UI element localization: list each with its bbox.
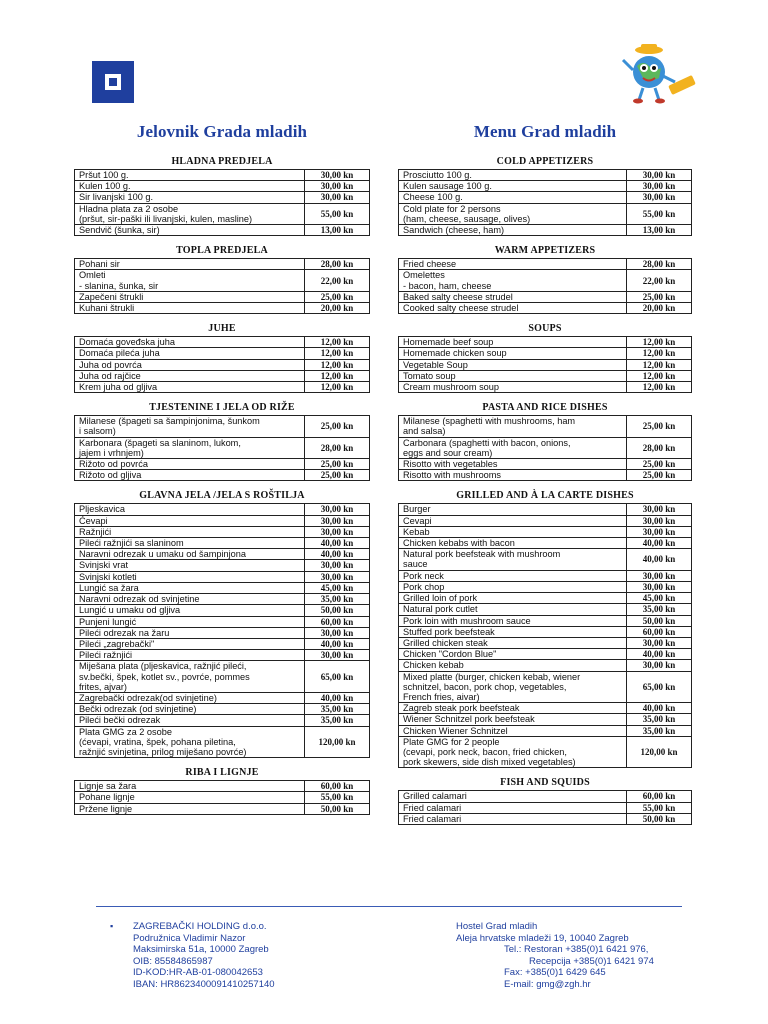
dish-price: 60,00 kn — [305, 781, 370, 792]
dish-name: Chicken Wiener Schnitzel — [399, 725, 627, 736]
dish-name: Omelettes - bacon, ham, cheese — [399, 270, 627, 291]
dish-price: 30,00 kn — [305, 650, 370, 661]
dish-price: 30,00 kn — [305, 571, 370, 582]
menu-table — [398, 336, 692, 393]
menu-row — [75, 259, 370, 270]
dish-price: 30,00 kn — [627, 637, 692, 648]
menu-row — [75, 781, 370, 792]
dish-price: 30,00 kn — [627, 660, 692, 671]
footer-hostel-info — [456, 921, 654, 990]
dish-price: 12,00 kn — [627, 348, 692, 359]
menu-title-hr: Jelovnik Grada mladih — [136, 122, 308, 141]
dish-price: 35,00 kn — [305, 704, 370, 715]
footer-line: Maksimirska 51a, 10000 Zagreb — [133, 944, 269, 955]
square-logo-icon — [92, 61, 134, 103]
dish-name: Cheese 100 g. — [399, 192, 627, 203]
dish-name: Chicken "Cordon Blue" — [399, 649, 627, 660]
dish-price: 40,00 kn — [305, 692, 370, 703]
dish-name: Burger — [399, 504, 627, 515]
menu-row — [399, 348, 692, 359]
menu-row — [399, 259, 692, 270]
dish-price: 12,00 kn — [627, 382, 692, 393]
menu-row — [399, 802, 692, 813]
menu-row — [75, 203, 370, 224]
menu-row — [75, 515, 370, 526]
dish-name: Fried calamari — [399, 813, 627, 824]
menu-row — [75, 661, 370, 693]
dish-name: Zagrebački odrezak(od svinjetine) — [75, 692, 305, 703]
menu-table — [398, 169, 692, 236]
dish-name: Sandwich (cheese, ham) — [399, 225, 627, 236]
menu-row — [75, 337, 370, 348]
menu-row — [75, 416, 370, 437]
dish-name: Chicken kebab — [399, 660, 627, 671]
menu-row — [75, 582, 370, 593]
dish-price: 22,00 kn — [305, 270, 370, 291]
section-title: COLD APPETIZERS — [496, 156, 594, 167]
dish-price: 40,00 kn — [627, 549, 692, 570]
menu-row — [75, 650, 370, 661]
menu-row — [75, 715, 370, 726]
menu-table — [398, 503, 692, 768]
section-title: SOUPS — [528, 323, 562, 335]
dish-name: Ražnjići — [75, 526, 305, 537]
dish-price: 25,00 kn — [305, 470, 370, 481]
dish-price: 40,00 kn — [305, 538, 370, 549]
dish-price: 25,00 kn — [305, 291, 370, 302]
dish-name: Tomato soup — [399, 370, 627, 381]
dish-price: 30,00 kn — [305, 515, 370, 526]
section-title: HLADNA PREDJELA — [171, 156, 273, 167]
dish-name: Svinjski vrat — [75, 560, 305, 571]
dish-price: 30,00 kn — [305, 170, 370, 181]
dish-name: Pršut 100 g. — [75, 170, 305, 181]
dish-price: 12,00 kn — [305, 382, 370, 393]
menu-row — [75, 348, 370, 359]
dish-price: 55,00 kn — [305, 203, 370, 224]
dish-price: 12,00 kn — [627, 337, 692, 348]
dish-price: 120,00 kn — [305, 726, 370, 758]
footer-line: IBAN: HR8623400091410257140 — [133, 978, 275, 990]
dish-name: Milanese (spaghetti with mushrooms, ham and salsa) — [399, 416, 627, 437]
dish-name: Pork loin with mushroom sauce — [399, 615, 627, 626]
dish-price: 45,00 kn — [305, 582, 370, 593]
dish-name: Grilled calamari — [399, 791, 627, 802]
menu-table — [74, 169, 370, 236]
menu-row — [399, 303, 692, 314]
dish-price: 35,00 kn — [305, 715, 370, 726]
dish-price: 30,00 kn — [305, 627, 370, 638]
dish-price: 12,00 kn — [305, 370, 370, 381]
menu-row — [399, 370, 692, 381]
menu-row — [399, 203, 692, 224]
dish-name: Lignje sa žara — [75, 781, 305, 792]
dish-name: Baked salty cheese strudel — [399, 291, 627, 302]
dish-price: 13,00 kn — [305, 225, 370, 236]
menu-row — [75, 627, 370, 638]
dish-name: Grilled chicken steak — [399, 637, 627, 648]
dish-name: Juha od rajčice — [75, 370, 305, 381]
section-title: JUHE — [208, 323, 236, 335]
menu-row — [399, 581, 692, 592]
menu-row — [75, 192, 370, 203]
footer-phone-line: Recepcija +385(0)1 6421 974 — [529, 955, 654, 967]
english-menu-column — [398, 120, 692, 834]
menu-row — [75, 291, 370, 302]
dish-name: Juha od povrća — [75, 359, 305, 370]
dish-name: Rižoto od povrća — [75, 459, 305, 470]
dish-name: Omleti - slanina, šunka, sir — [75, 270, 305, 291]
menu-table — [398, 415, 692, 481]
menu-row — [399, 593, 692, 604]
dish-name: Rižoto od gljiva — [75, 470, 305, 481]
dish-price: 25,00 kn — [627, 291, 692, 302]
dish-price: 12,00 kn — [627, 370, 692, 381]
menu-row — [399, 725, 692, 736]
menu-title-en: Menu Grad mladih — [473, 122, 617, 141]
dish-price: 50,00 kn — [627, 813, 692, 824]
dish-price: 30,00 kn — [627, 192, 692, 203]
dish-price: 60,00 kn — [305, 616, 370, 627]
dish-name: Natural pork cutlet — [399, 604, 627, 615]
menu-row — [75, 382, 370, 393]
dish-price: 28,00 kn — [305, 259, 370, 270]
dish-price: 60,00 kn — [627, 626, 692, 637]
dish-name: Karbonara (špageti sa slaninom, lukom, jajem i vrhnjem) — [75, 437, 305, 458]
dish-price: 30,00 kn — [627, 570, 692, 581]
dish-price: 35,00 kn — [627, 725, 692, 736]
dish-name: Pork neck — [399, 570, 627, 581]
menu-row — [75, 526, 370, 537]
menu-row — [399, 459, 692, 470]
dish-price: 55,00 kn — [627, 802, 692, 813]
dish-price: 25,00 kn — [627, 459, 692, 470]
globe-mascot-icon — [619, 42, 699, 104]
dish-price: 40,00 kn — [305, 638, 370, 649]
dish-name: Stuffed pork beefsteak — [399, 626, 627, 637]
menu-row — [75, 181, 370, 192]
dish-name: Naravni odrezak u umaku od šampinjona — [75, 549, 305, 560]
menu-row — [399, 515, 692, 526]
menu-row — [75, 638, 370, 649]
dish-name: Lungić sa žara — [75, 582, 305, 593]
section-title: FISH AND SQUIDS — [500, 777, 590, 789]
dish-name: Sir livanjski 100 g. — [75, 192, 305, 203]
dish-name: Homemade beef soup — [399, 337, 627, 348]
dish-price: 25,00 kn — [627, 470, 692, 481]
dish-price: 35,00 kn — [305, 594, 370, 605]
dish-name: Miješana plata (pljeskavica, ražnjić pileći, sv.bečki, špek, kotlet sv., povrće, pommes frites, ajvar) — [75, 661, 305, 693]
menu-row — [75, 303, 370, 314]
dish-name: Pržene lignje — [75, 803, 305, 814]
menu-row — [75, 560, 370, 571]
menu-row — [399, 225, 692, 236]
menu-row — [75, 170, 370, 181]
section-title: RIBA I LIGNJE — [185, 767, 259, 779]
dish-name: Cream mushroom soup — [399, 382, 627, 393]
dish-price: 12,00 kn — [305, 348, 370, 359]
menu-table — [398, 790, 692, 825]
dish-price: 55,00 kn — [305, 792, 370, 803]
dish-price: 55,00 kn — [627, 203, 692, 224]
dish-name: Pileći „zagrebački" — [75, 638, 305, 649]
dish-price: 30,00 kn — [627, 581, 692, 592]
menu-row — [399, 192, 692, 203]
menu-row — [399, 437, 692, 458]
menu-row — [399, 504, 692, 515]
menu-table — [74, 336, 370, 393]
footer-fax-line: Fax: +385(0)1 6429 645 — [504, 967, 606, 978]
section-title: GRILLED AND À LA CARTE DISHES — [456, 490, 634, 502]
dish-name: Krem juha od gljiva — [75, 382, 305, 393]
dish-name: Pileći ražnjići sa slaninom — [75, 538, 305, 549]
dish-name: Punjeni lungić — [75, 616, 305, 627]
menu-row — [399, 626, 692, 637]
menu-row — [399, 813, 692, 824]
dish-price: 28,00 kn — [627, 259, 692, 270]
menu-row — [75, 704, 370, 715]
footer-line: Hostel Grad mladih — [456, 921, 538, 932]
dish-price: 30,00 kn — [305, 504, 370, 515]
dish-price: 40,00 kn — [627, 649, 692, 660]
menu-row — [399, 637, 692, 648]
dish-name: Pljeskavica — [75, 504, 305, 515]
menu-row — [399, 791, 692, 802]
section-title: WARM APPETIZERS — [494, 245, 596, 257]
menu-row — [75, 370, 370, 381]
menu-row — [399, 291, 692, 302]
menu-row — [399, 538, 692, 549]
menu-row — [399, 382, 692, 393]
section-title: GLAVNA JELA /JELA S ROŠTILJA — [139, 490, 305, 502]
dish-name: Chicken kebabs with bacon — [399, 538, 627, 549]
dish-name: Kulen 100 g. — [75, 181, 305, 192]
dish-price: 30,00 kn — [627, 526, 692, 537]
menu-sections-en — [398, 156, 692, 825]
menu-row — [75, 571, 370, 582]
dish-name: Kebab — [399, 526, 627, 537]
section-title: TJESTENINE I JELA OD RIŽE — [149, 402, 295, 414]
dish-price: 30,00 kn — [627, 515, 692, 526]
menu-row — [75, 803, 370, 814]
menu-row — [75, 594, 370, 605]
menu-row — [399, 526, 692, 537]
menu-table — [398, 258, 692, 314]
menu-row — [75, 270, 370, 291]
dish-price: 25,00 kn — [305, 416, 370, 437]
dish-name: Fried calamari — [399, 802, 627, 813]
dish-name: Lungić u umaku od gljiva — [75, 605, 305, 616]
dish-price: 30,00 kn — [627, 170, 692, 181]
dish-name: Pohani sir — [75, 259, 305, 270]
dish-name: Bečki odrezak (od svinjetine) — [75, 704, 305, 715]
menu-row — [75, 225, 370, 236]
footer-line: ZAGREBAČKI HOLDING d.o.o. — [133, 921, 267, 932]
footer-line: ID-KOD:HR-AB-01-080042653 — [133, 967, 263, 978]
dish-name: Hladna plata za 2 osobe (pršut, sir-paški ili livanjski, kulen, masline) — [75, 203, 305, 224]
footer-email-line[interactable]: E-mail: gmg@zgh.hr — [504, 978, 591, 990]
menu-row — [75, 359, 370, 370]
dish-price: 50,00 kn — [305, 605, 370, 616]
menu-row — [75, 616, 370, 627]
dish-name: Cooked salty cheese strudel — [399, 303, 627, 314]
menu-row — [399, 337, 692, 348]
menu-row — [399, 549, 692, 570]
dish-price: 50,00 kn — [305, 803, 370, 814]
dish-price: 12,00 kn — [305, 337, 370, 348]
dish-name: Vegetable Soup — [399, 359, 627, 370]
menu-row — [75, 549, 370, 560]
dish-price: 30,00 kn — [305, 560, 370, 571]
dish-name: Zagreb steak pork beefsteak — [399, 703, 627, 714]
footer-line: Aleja hrvatske mladeži 19, 10040 Zagreb — [456, 932, 629, 944]
menu-row — [75, 605, 370, 616]
dish-name: Mixed platte (burger, chicken kebab, wiener schnitzel, bacon, pork chop, vegetables, French fries, aivar) — [399, 671, 627, 703]
dish-price: 35,00 kn — [627, 714, 692, 725]
dish-price: 20,00 kn — [305, 303, 370, 314]
dish-price: 25,00 kn — [627, 416, 692, 437]
dish-name: Pileći odrezak na žaru — [75, 627, 305, 638]
dish-name: Grilled loin of pork — [399, 593, 627, 604]
dish-price: 22,00 kn — [627, 270, 692, 291]
menu-row — [75, 692, 370, 703]
menu-row — [75, 459, 370, 470]
dish-price: 45,00 kn — [627, 593, 692, 604]
dish-price: 28,00 kn — [627, 437, 692, 458]
dish-price: 28,00 kn — [305, 437, 370, 458]
dish-name: Natural pork beefsteak with mushroom sauce — [399, 549, 627, 570]
menu-table — [74, 415, 370, 481]
dish-name: Milanese (špageti sa šampinjonima, šunkom i salsom) — [75, 416, 305, 437]
dish-name: Prosciutto 100 g. — [399, 170, 627, 181]
menu-row — [399, 181, 692, 192]
menu-row — [399, 604, 692, 615]
dish-name: Kulen sausage 100 g. — [399, 181, 627, 192]
dish-name: Cevapi — [399, 515, 627, 526]
dish-name: Wiener Schnitzel pork beefsteak — [399, 714, 627, 725]
menu-row — [75, 470, 370, 481]
dish-name: Pileći ražnjići — [75, 650, 305, 661]
croatian-menu-column — [74, 120, 370, 824]
dish-price: 65,00 kn — [627, 671, 692, 703]
dish-price: 40,00 kn — [305, 549, 370, 560]
menu-row — [399, 615, 692, 626]
dish-price: 30,00 kn — [305, 192, 370, 203]
dish-price: 13,00 kn — [627, 225, 692, 236]
dish-price: 12,00 kn — [627, 359, 692, 370]
menu-row — [75, 792, 370, 803]
dish-price: 40,00 kn — [627, 538, 692, 549]
dish-price: 60,00 kn — [627, 791, 692, 802]
footer-line: Podružnica Vladimir Nazor — [133, 932, 246, 944]
dish-price: 30,00 kn — [305, 181, 370, 192]
dish-name: Plata GMG za 2 osobe (ćevapi, vratina, špek, pohana piletina, ražnjić svinjetina, prilog miješano povrće) — [75, 726, 305, 758]
menu-row — [399, 570, 692, 581]
menu-row — [399, 416, 692, 437]
menu-row — [399, 170, 692, 181]
dish-name: Naravni odrezak od svinjetine — [75, 594, 305, 605]
dish-name: Ćevapi — [75, 515, 305, 526]
dish-price: 50,00 kn — [627, 615, 692, 626]
dish-name: Sendvič (šunka, sir) — [75, 225, 305, 236]
dish-name: Fried cheese — [399, 259, 627, 270]
menu-row — [399, 736, 692, 768]
menu-sections-hr — [74, 156, 370, 815]
dish-name: Homemade chicken soup — [399, 348, 627, 359]
menu-row — [399, 470, 692, 481]
dish-price: 12,00 kn — [305, 359, 370, 370]
footer-bullet: ▪ — [110, 921, 114, 931]
dish-price: 35,00 kn — [627, 604, 692, 615]
dish-name: Risotto with mushrooms — [399, 470, 627, 481]
dish-name: Pohane lignje — [75, 792, 305, 803]
dish-price: 30,00 kn — [627, 181, 692, 192]
menu-row — [399, 660, 692, 671]
menu-row — [399, 671, 692, 703]
dish-name: Svinjski kotleti — [75, 571, 305, 582]
dish-name: Cold plate for 2 persons (ham, cheese, sausage, olives) — [399, 203, 627, 224]
menu-row — [75, 538, 370, 549]
section-title: PASTA AND RICE DISHES — [482, 402, 608, 414]
menu-row — [75, 726, 370, 758]
section-title: TOPLA PREDJELA — [176, 245, 268, 257]
menu-table — [74, 258, 370, 314]
menu-row — [75, 504, 370, 515]
menu-table — [74, 780, 370, 815]
dish-name: Risotto with vegetables — [399, 459, 627, 470]
menu-row — [399, 359, 692, 370]
menu-table — [74, 503, 370, 758]
menu-row — [399, 703, 692, 714]
dish-name: Zapečeni štrukli — [75, 291, 305, 302]
menu-row — [399, 270, 692, 291]
dish-price: 25,00 kn — [305, 459, 370, 470]
dish-price: 40,00 kn — [627, 703, 692, 714]
footer-company-info — [133, 921, 275, 990]
dish-name: Kuhani štrukli — [75, 303, 305, 314]
dish-price: 120,00 kn — [627, 736, 692, 768]
dish-name: Pileći bečki odrezak — [75, 715, 305, 726]
footer-divider — [96, 906, 682, 907]
footer-line: OIB: 85584865987 — [133, 955, 213, 967]
dish-name: Pork chop — [399, 581, 627, 592]
dish-name: Domaća goveđska juha — [75, 337, 305, 348]
dish-price: 20,00 kn — [627, 303, 692, 314]
dish-price: 30,00 kn — [627, 504, 692, 515]
dish-name: Carbonara (spaghetti with bacon, onions, eggs and sour cream) — [399, 437, 627, 458]
menu-row — [399, 714, 692, 725]
dish-price: 65,00 kn — [305, 661, 370, 693]
dish-name: Plate GMG for 2 people (cevapi, pork neck, bacon, fried chicken, pork skewers, side dish mixed vegetables) — [399, 736, 627, 768]
menu-row — [75, 437, 370, 458]
footer-phone-line: Tel.: Restoran +385(0)1 6421 976, — [504, 944, 649, 955]
dish-name: Domaća pileća juha — [75, 348, 305, 359]
dish-price: 30,00 kn — [305, 526, 370, 537]
menu-row — [399, 649, 692, 660]
